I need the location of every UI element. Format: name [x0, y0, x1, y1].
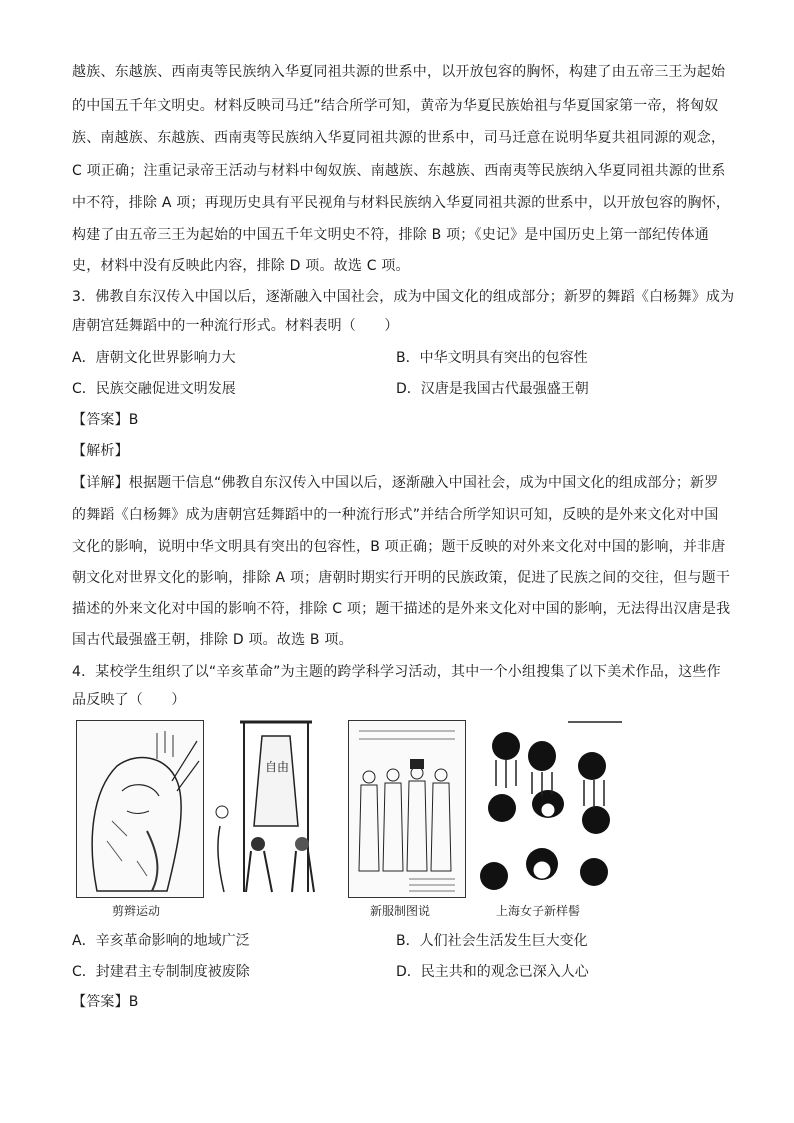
option-d: D．汉唐是我国古代最强盛王朝	[396, 381, 589, 397]
detail-line: 描述的外来文化对中国的影响不符，排除 C 项；题干描述的是外来文化对中国的影响，无法得出汉唐是我	[72, 601, 731, 617]
text-line: 族、南越族、东越族、西南夷等民族纳入华夏同祖共源的世系中，司马迁意在说明华夏共祖同源的观念，	[72, 130, 726, 146]
option-b: B．人们社会生活发生巨大变化	[396, 933, 588, 949]
question-stem: 品反映了（ ）	[72, 692, 186, 708]
detail-line: 文化的影响，说明中华文明具有突出的包容性，B 项正确；题干反映的对外来文化对中国的影响，并非唐	[72, 539, 726, 555]
detail-line: 国古代最强盛王朝，排除 D 项。故选 B 项。	[72, 632, 353, 648]
text-line: 史，材料中没有反映此内容，排除 D 项。故选 C 项。	[72, 258, 410, 274]
text-line: C 项正确；注重记录帝王活动与材料中匈奴族、南越族、东越族、西南夷等民族纳入华夏同祖共源的世系	[72, 163, 726, 179]
question-stem: 3．佛教自东汉传入中国以后，逐渐融入中国社会，成为中国文化的组成部分；新罗的舞蹈《白杨舞》成为	[72, 289, 735, 305]
text-line: 越族、东越族、西南夷等民族纳入华夏同祖共源的世系中，以开放包容的胸怀，构建了由五帝三王为起始	[72, 64, 726, 80]
option-a: A．唐朝文化世界影响力大	[72, 350, 236, 366]
detail-line: 【详解】根据题干信息“佛教自东汉传入中国以后，逐渐融入中国社会，成为中国文化的组成部分；新罗	[72, 475, 719, 491]
new-hairstyles-image	[472, 716, 628, 900]
detail-line: 朝文化对世界文化的影响，排除 A 项；唐朝时期实行开明的民族政策，促进了民族之间的交往，但与题干	[72, 570, 731, 586]
bell-text: 自由	[264, 760, 289, 774]
new-dress-code-image	[348, 720, 466, 898]
question-stem: 唐朝宫廷舞蹈中的一种流行形式。材料表明（ ）	[72, 318, 399, 334]
text-line: 中不符，排除 A 项；再现历史具有平民视角与材料民族纳入华夏同祖共源的世系中，以开放包容的胸怀，	[72, 195, 731, 211]
figure-caption: 新服制图说	[370, 904, 431, 918]
liberty-bell-image	[206, 716, 336, 900]
option-a: A．辛亥革命影响的地域广泛	[72, 933, 250, 949]
queue-cutting-image	[76, 720, 204, 898]
answer: 【答案】B	[72, 994, 139, 1010]
option-c: C．封建君主专制制度被废除	[72, 964, 250, 980]
option-c: C．民族交融促进文明发展	[72, 381, 236, 397]
text-line: 构建了由五帝三王为起始的中国五千年文明史不符，排除 B 项；《史记》是中国历史上第一部纪传体通	[72, 227, 709, 243]
detail-line: 的舞蹈《白杨舞》成为唐朝宫廷舞蹈中的一种流行形式”并结合所学知识可知，反映的是外来文化对中国	[72, 507, 719, 523]
figure-caption: 上海女子新样髻	[496, 904, 581, 918]
option-d: D．民主共和的观念已深入人心	[396, 964, 589, 980]
text-line: 的中国五千年文明史。材料反映司马迁”结合所学可知，黄帝为华夏民族始祖与华夏国家第一帝，将匈奴	[72, 98, 719, 114]
option-b: B．中华文明具有突出的包容性	[396, 350, 588, 366]
figure-caption: 剪辫运动	[112, 904, 161, 918]
question-stem: 4．某校学生组织了以“辛亥革命”为主题的跨学科学习活动，其中一个小组搜集了以下美术作品，这些作	[72, 664, 721, 680]
artwork-figure	[72, 716, 632, 920]
analysis-label: 【解析】	[72, 443, 129, 459]
answer: 【答案】B	[72, 412, 139, 428]
